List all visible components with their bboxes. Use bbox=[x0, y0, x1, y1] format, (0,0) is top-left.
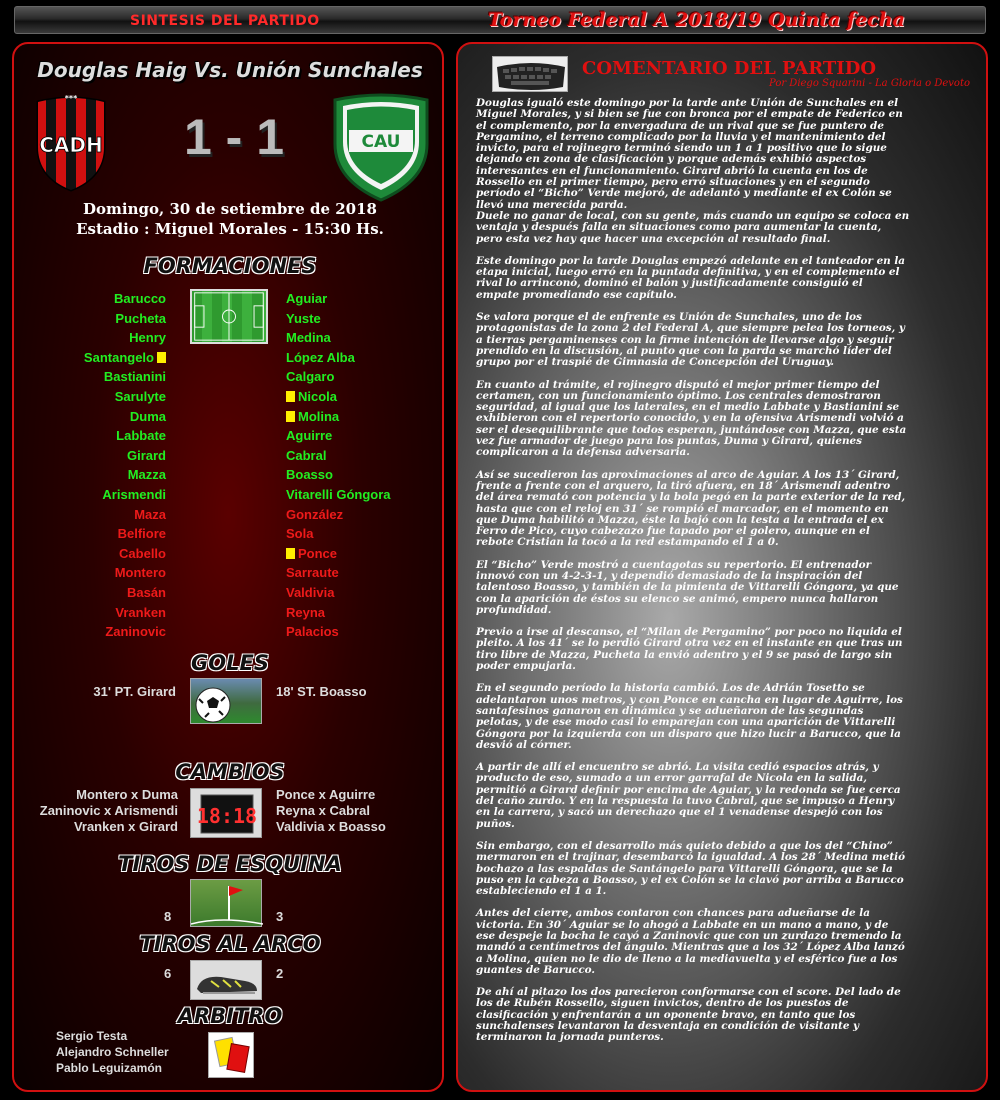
referee-heading: ARBITRO bbox=[177, 1004, 283, 1028]
player: Bastianini bbox=[103, 369, 166, 385]
commentary-paragraph bbox=[476, 987, 974, 1043]
player: Yuste bbox=[286, 310, 321, 326]
commentary-line: guantes de Barucco. bbox=[476, 963, 596, 976]
union-sunchales-crest-icon bbox=[329, 92, 433, 204]
player: Arismendi bbox=[102, 486, 166, 502]
home-shots: 6 bbox=[164, 966, 172, 981]
substitute: González bbox=[286, 506, 344, 522]
substitution: Zaninovic x Arismendi bbox=[39, 803, 178, 818]
commentary-line: Previo a irse al descanso, el “Milan de Pergamino” por poco no liquida el bbox=[476, 626, 902, 639]
substitution: Vranken x Girard bbox=[73, 819, 178, 834]
player: Duma bbox=[129, 408, 166, 424]
commentary-line: grupo por el traspié de Gimnasia de Concepción del Uruguay. bbox=[476, 356, 834, 369]
commentary-line: invicto, para el rojinegro terminó siendo un 1 a 1 positivo que lo sigue bbox=[476, 142, 887, 155]
commentary-line: mermaron en el trajinar, desembarcó la igualdad. A los 28´ Medina metió bbox=[476, 851, 906, 864]
player: Aguiar bbox=[286, 291, 328, 306]
match-stadium: Estadio : Miguel Morales - 15:30 Hs. bbox=[76, 220, 384, 238]
commentary-line: a tierras pergaminenses con la firme intención de llevarse algo y seguir bbox=[476, 333, 894, 346]
goals-heading: GOLES bbox=[191, 651, 269, 675]
commentary-line: interesantes en el funcionamiento. Girard abrió la cuenta en los de bbox=[476, 164, 868, 177]
commentary-line: con la aparición de éstos su elenco se animó, empero nunca hallaron bbox=[476, 592, 879, 605]
substitute: Basán bbox=[126, 584, 166, 600]
commentary-line: complicaron a la defensa adversaria. bbox=[476, 446, 690, 459]
douglas-haig-crest-icon bbox=[32, 92, 110, 192]
shots-heading: TIROS AL ARCO bbox=[139, 932, 321, 956]
lineups-heading: FORMACIONES bbox=[143, 254, 317, 278]
commentary-line: seguridad, al igual que los laterales, en el medio Labbate y Bastianini se bbox=[476, 401, 900, 414]
player: Henry bbox=[129, 330, 166, 346]
yellow-card-icon bbox=[157, 352, 166, 363]
commentary-author: Por Diego Squarini - La Gloria o Devoto bbox=[769, 78, 970, 89]
crest-stars: *** bbox=[64, 94, 78, 103]
substitute: Reyna bbox=[286, 604, 326, 620]
commentary-line: sunchalenses levantaron la desventaja en condición de visitante y bbox=[476, 1020, 860, 1033]
commentary-line: adelantaron unos metros, y con Ponce en cancha en lugar de Aguirre, los bbox=[476, 693, 903, 706]
commentary-line: del caño zurdo. Y en la respuesta la tuvo Cabral, que se impuso a Henry bbox=[476, 795, 895, 808]
commentary-line: el complemento, por la envergadura de un rival que se fue puntero de bbox=[476, 119, 884, 132]
commentary-line: Góngora por la izquierda con un disparo que hizo lucir a Barucco, que la bbox=[476, 727, 901, 740]
pitch-icon bbox=[190, 289, 268, 344]
commentary-line: tiro libre de Mazza, Pucheta la envió adentro y el 9 se pasó de largo sin bbox=[476, 648, 893, 661]
player: Boasso bbox=[286, 467, 333, 483]
yellow-card-icon bbox=[286, 391, 295, 402]
player: López Alba bbox=[286, 349, 355, 365]
commentary-line: poder empujarla. bbox=[476, 660, 576, 673]
keyboard-icon bbox=[492, 56, 568, 92]
commentary-line: etapa inicial, luego erró en la puntada definitiva, y en el complemento el bbox=[476, 266, 900, 279]
commentary-paragraph bbox=[476, 841, 974, 897]
commentary-paragraph bbox=[476, 470, 974, 549]
substitute: Sarraute bbox=[286, 565, 339, 581]
player: Calgaro bbox=[286, 369, 335, 385]
substitute: Zaninovic bbox=[105, 624, 166, 640]
commentary-line: innovó con un 4-2-3-1, y dependió demasiado de la inspiración del bbox=[476, 569, 863, 582]
commentary-line: puños. bbox=[476, 817, 515, 830]
player: Mazza bbox=[127, 467, 166, 483]
commentary-line: profundidad. bbox=[476, 603, 552, 616]
commentary-line: talentoso Boasso, y también de la pimienta de Vittarelli Góngora, ya que bbox=[476, 581, 899, 594]
substitute: Montero bbox=[114, 565, 166, 581]
commentary-line: protagonistas de la zona 2 del Federal A, que siempre pelea los torneos, y bbox=[476, 322, 905, 335]
referee-name: Alejandro Schneller bbox=[56, 1045, 169, 1059]
football-boot-icon bbox=[190, 960, 262, 1000]
substitution: Ponce x Aguirre bbox=[276, 787, 376, 802]
player-booked: Santangelo bbox=[84, 348, 166, 368]
match-title: Douglas Haig Vs. Unión Sunchales bbox=[37, 58, 423, 82]
commentary-line: a Molina, quien no le dio de lleno a la mediavuelta y el esférico fue a los bbox=[476, 952, 898, 965]
substitute: Belfiore bbox=[117, 526, 166, 542]
commentary-line: Este domingo por la tarde Douglas empezó adelante en el tanteador en la bbox=[476, 254, 906, 267]
away-substitutions bbox=[276, 787, 386, 835]
commentary-line: producto de eso, sumado a un error garrafal de Nicola en la salida, bbox=[476, 772, 867, 785]
substitutions-heading: CAMBIOS bbox=[175, 760, 285, 784]
commentary-paragraph bbox=[476, 627, 974, 672]
substitution: Reyna x Cabral bbox=[276, 803, 370, 818]
commentary-line: Rossello en el primer tiempo, pero erró situaciones y en el segundo bbox=[476, 176, 870, 189]
player-booked: Nicola bbox=[286, 387, 391, 407]
player: Aguirre bbox=[286, 428, 333, 444]
commentary-line: pleito. A los 41´ se lo perdió Girard otra vez en el instante en que tras un bbox=[476, 637, 903, 650]
away-corners: 3 bbox=[276, 909, 284, 924]
commentary-line: Así se sucedieron las aproximaciones al arco de Aguiar. A los 13´ Girard, bbox=[476, 468, 900, 481]
crest-initials: CADH bbox=[39, 133, 103, 157]
commentary-line: vez fue armador de juego para los puntas, Duma y Girard, quienes bbox=[476, 435, 862, 448]
commentary-line: El “Bicho” Verde mostró a cuentagotas su repertorio. El entrenador bbox=[476, 558, 872, 571]
commentary-line: llevó una merecida parda. bbox=[476, 198, 628, 211]
away-shots: 2 bbox=[276, 966, 284, 981]
commentary-line: Ferro de Pico, cuyo cabezazo fue tapado por el golero, aunque en el bbox=[476, 525, 870, 538]
commentary-line: ese despeje la bocha le cayó a Zaninovic que con un zurdazo tremendo la bbox=[476, 930, 902, 942]
corner-flag-icon bbox=[190, 879, 262, 927]
referee-list bbox=[56, 1028, 169, 1076]
commentary-line: empate promediando ese capítulo. bbox=[476, 288, 677, 301]
commentary-line: rival lo arrinconó, dominó el balón y justificadamente consiguió el bbox=[476, 277, 863, 290]
commentary-line: Miguel Morales, y si bien se fue con bronca por el empate de Federico en bbox=[476, 108, 903, 121]
yellow-card-icon bbox=[286, 548, 295, 559]
commentary-line: que Duma habilitó a Mazza, éste la bajó con la testa a la entrada el ex bbox=[476, 513, 884, 526]
commentary-line: ventaja y después falla en situaciones como para aumentar la cuenta, bbox=[476, 221, 882, 234]
commentary-paragraph bbox=[476, 256, 974, 301]
crest-initials-away: CAU bbox=[361, 132, 401, 152]
commentary-line: A partir de allí el encuentro se abrió. La visita cedió espacios atrás, y bbox=[476, 761, 879, 774]
commentary-paragraph bbox=[476, 380, 974, 459]
commentary-line: estableciendo el 1 a 1. bbox=[476, 885, 607, 898]
commentary-line: Pergamino, el terreno complicado por la lluvia y el mantenimiento del bbox=[476, 130, 886, 143]
commentary-line: Sin embargo, con el desarrollo más quieto debido a que los del “Chino” bbox=[476, 839, 893, 852]
commentary-line: pero esta vez hay que hacer una excepción al resultado final. bbox=[476, 232, 831, 245]
commentary-line: De ahí al pitazo los dos parecieron conformarse con el score. Del lado de bbox=[476, 986, 901, 999]
player: Girard bbox=[126, 447, 166, 463]
commentary-line: en la carrera, y sacó un derechazo que el 1 venadense despejó con los bbox=[476, 806, 883, 819]
player: Sarulyte bbox=[114, 388, 166, 404]
player: Pucheta bbox=[115, 310, 166, 326]
commentary-line: santafesinos ganaron en dinámica y se adueñaron de las segundas bbox=[476, 704, 864, 717]
player: Labbate bbox=[116, 428, 166, 444]
substitute: Sola bbox=[286, 526, 314, 542]
commentary-line: prendido en la discusión, al punto que con la parda se marchó líder del bbox=[476, 344, 892, 357]
substitute: Maza bbox=[134, 506, 166, 522]
substitute: Palacios bbox=[286, 624, 339, 640]
commentary-body bbox=[476, 98, 974, 1055]
tournament-title: Torneo Federal A 2018/19 Quinta fecha bbox=[487, 9, 905, 31]
substitution: Valdivia x Boasso bbox=[276, 819, 386, 834]
commentary-line: En cuanto al trámite, el rojinegro disputó el mejor primer tiempo del bbox=[476, 378, 880, 391]
commentary-line: período el “Bicho” Verde mejoró, de adelantó y mediante el ex Colón se bbox=[476, 187, 892, 200]
soccer-ball-icon bbox=[190, 678, 262, 724]
commentary-line: desvió al córner. bbox=[476, 738, 572, 751]
referee-cards-icon bbox=[208, 1032, 254, 1078]
commentary-line: mandó a centímetros del ángulo. Mientras que a los 32´ López Alba lanzó bbox=[476, 941, 905, 954]
commentary-line: permitió a Girard definir por encima de Aguiar, y la redonda se fue cerca bbox=[476, 783, 901, 796]
yellow-card-icon bbox=[286, 411, 295, 422]
commentary-paragraph bbox=[476, 98, 974, 245]
top-bar bbox=[14, 6, 986, 34]
player: Barucco bbox=[113, 291, 166, 306]
away-lineup bbox=[286, 289, 391, 642]
commentary-line: certamen, con un funcionamiento óptimo. Los centrales demostraron bbox=[476, 389, 881, 402]
commentary-paragraph bbox=[476, 312, 974, 368]
player: Medina bbox=[286, 330, 331, 346]
home-lineup bbox=[84, 289, 166, 642]
commentary-line: Antes del cierre, ambos contaron con chances para adueñarse de la bbox=[476, 907, 870, 920]
commentary-line: del área remató con potencia y la bola pegó en la parte exterior de la red, bbox=[476, 491, 906, 504]
commentary-paragraph bbox=[476, 683, 974, 751]
board-digits: 18:18 bbox=[196, 804, 258, 828]
commentary-paragraph bbox=[476, 560, 974, 616]
commentary-line: rebote Cristian la tocó a la red estampando el 1 a 0. bbox=[476, 536, 779, 549]
away-goal: 18' ST. Boasso bbox=[276, 684, 367, 699]
match-score: 1 - 1 bbox=[183, 109, 285, 165]
commentary-line: Se valora porque el de enfrente es Unión de Sunchales, uno de los bbox=[476, 311, 862, 324]
commentary-line: dejando en zona de clasificación y porque además exhibió aspectos bbox=[476, 153, 867, 166]
commentary-paragraph bbox=[476, 908, 974, 976]
home-goal: 31' PT. Girard bbox=[93, 684, 176, 699]
commentary-line: puso en la cabeza a Boasso, y el ex Colón se la clavó por arriba a Barucco bbox=[476, 873, 904, 886]
match-summary-panel bbox=[12, 42, 444, 1092]
substitute-booked: Ponce bbox=[286, 544, 391, 564]
match-date: Domingo, 30 de setiembre de 2018 bbox=[83, 200, 377, 218]
commentary-paragraph bbox=[476, 762, 974, 830]
commentary-line: En el segundo período la historia cambió. Los de Adrián Tosetto se bbox=[476, 682, 865, 695]
commentary-line: exhibieron con el repertorio conocido, y en la ofensiva Arismendi volvió a bbox=[476, 412, 904, 425]
substitute: Vranken bbox=[115, 604, 166, 620]
referee-name: Pablo Leguizamón bbox=[56, 1061, 163, 1075]
commentary-title: COMENTARIO DEL PARTIDO bbox=[582, 58, 876, 79]
commentary-line: victoria. En 30´ Aguiar se lo ahogó a Labbate en un mano a mano, y de bbox=[476, 918, 889, 931]
referee-name: Sergio Testa bbox=[56, 1029, 128, 1043]
commentary-line: hasta que con el reloj en 31´ se rompió el marcador, en el momento en bbox=[476, 502, 889, 515]
commentary-line: bochazo a las espaldas de Santángelo para Vittarelli Góngora, que se la bbox=[476, 862, 893, 875]
commentary-line: frente a frente con el arquero, la tiró afuera, en 18´ Arismendi adentro bbox=[476, 479, 891, 492]
synthesis-title: SINTESIS DEL PARTIDO bbox=[130, 13, 320, 29]
substitute: Cabello bbox=[119, 545, 166, 561]
home-corners: 8 bbox=[164, 909, 172, 924]
substitution: Montero x Duma bbox=[76, 787, 178, 802]
corners-heading: TIROS DE ESQUINA bbox=[118, 852, 342, 876]
commentary-line: Douglas igualó este domingo por la tarde ante Unión de Sunchales en el bbox=[476, 97, 899, 109]
substitution-board-icon bbox=[190, 788, 262, 838]
commentary-line: ser el desequilibrante que todos esperan, juntándose con Mazza, que esta bbox=[476, 423, 907, 436]
player-booked: Molina bbox=[286, 407, 391, 427]
commentary-panel bbox=[456, 42, 988, 1092]
home-substitutions bbox=[40, 787, 178, 835]
player: Cabral bbox=[286, 447, 327, 463]
commentary-line: pelotas, y de ese modo casi lo emparejan con una aparición de Vittarelli bbox=[476, 716, 896, 729]
commentary-line: terminaron la jornada punteros. bbox=[476, 1031, 664, 1044]
player: Vitarelli Góngora bbox=[286, 486, 391, 502]
commentary-line: Duele no ganar de local, con su gente, más cuando un equipo se coloca en bbox=[476, 209, 910, 222]
commentary-line: clasificación y enfrentarán a un oponente bravo, en tanto que los bbox=[476, 1008, 856, 1021]
substitute: Valdivia bbox=[286, 584, 335, 600]
commentary-line: los de Rubén Rossello, siguen invictos, dentro de los puestos de bbox=[476, 997, 849, 1010]
